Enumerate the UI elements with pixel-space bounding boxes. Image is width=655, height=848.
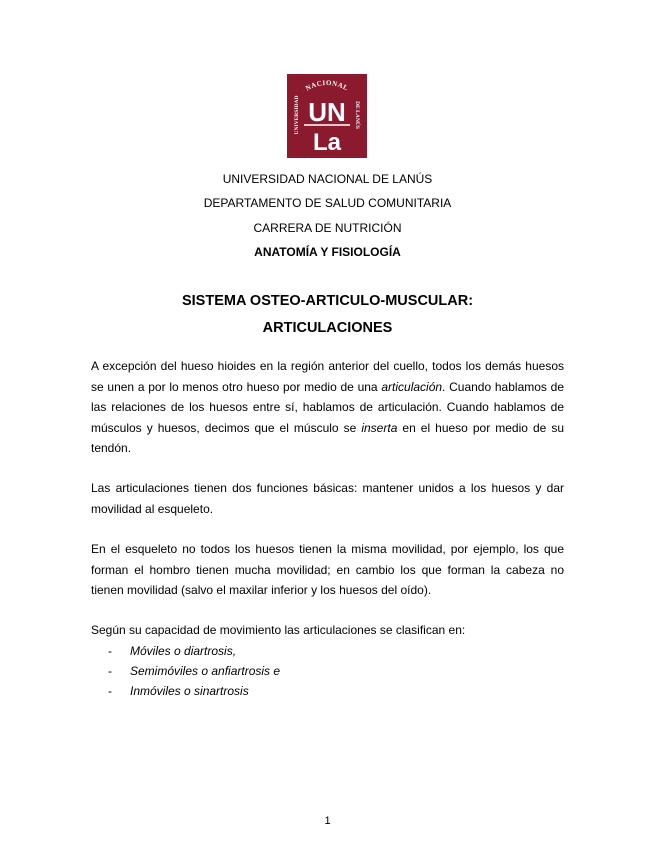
p1-term-articulacion: articulación — [381, 379, 443, 394]
list-item — [108, 664, 280, 678]
university-logo — [287, 74, 367, 158]
logo-un: UN — [308, 97, 346, 127]
logo-graphic — [287, 74, 367, 158]
list-item-text: Semimóviles o anfiartrosis e — [130, 664, 281, 678]
document-title-line-1: SISTEMA OSTEO-ARTICULO-MUSCULAR: — [181, 293, 474, 309]
list-item — [108, 644, 236, 658]
logo-la: La — [312, 129, 342, 156]
paragraph-4: Según su capacidad de movimiento las articulaciones se clasifican en: — [91, 623, 466, 637]
list-bullet: - — [108, 684, 112, 698]
page-number: 1 — [324, 815, 331, 827]
p1-term-inserta: inserta — [361, 420, 398, 435]
list-item-text: Inmóviles o sinartrosis — [130, 684, 249, 698]
list-item-text: Móviles o diartrosis, — [130, 644, 237, 658]
paragraph-1 — [91, 356, 564, 459]
list-item — [108, 684, 249, 698]
list-bullet: - — [108, 664, 112, 678]
list-bullet: - — [108, 644, 112, 658]
p1-text-a: A excepción del hueso hioides en la región anterior del cuello, todos los demás huesos se unen a por lo menos otro hueso por medio de una — [91, 359, 564, 394]
logo-arc-top: NACIONAL — [304, 78, 350, 93]
subject-name: ANATOMÍA Y FISIOLOGÍA — [254, 245, 401, 259]
logo-arc-right: DE LANÚS — [354, 101, 360, 129]
paragraph-2: Las articulaciones tienen dos funciones básicas: mantener unidos a los huesos y dar movilidad al esqueleto. — [91, 481, 564, 516]
department-name: DEPARTAMENTO DE SALUD COMUNITARIA — [203, 196, 452, 210]
document-title-line-2: ARTICULACIONES — [262, 320, 393, 336]
paragraph-3: En el esqueleto no todos los huesos tienen la misma movilidad, por ejemplo, los que forman el hombro tienen mucha movilidad; en cambio los que forman la cabeza no tienen movilidad (salvo el maxilar inferior y los huesos del oído). — [91, 542, 564, 597]
university-name: UNIVERSIDAD NACIONAL DE LANÚS — [222, 172, 433, 186]
p1-text-c: . Cuando hablamos de las relaciones de los huesos entre sí, hablamos de articulación. Cuando hablamos de músculos y huesos, decimos que el músculo se — [91, 379, 565, 435]
career-name: CARRERA DE NUTRICIÓN — [253, 221, 402, 235]
logo-arc-left: UNIVERSIDAD — [294, 95, 300, 135]
p1-text-e: en el hueso por medio de su tendón. — [91, 420, 564, 455]
